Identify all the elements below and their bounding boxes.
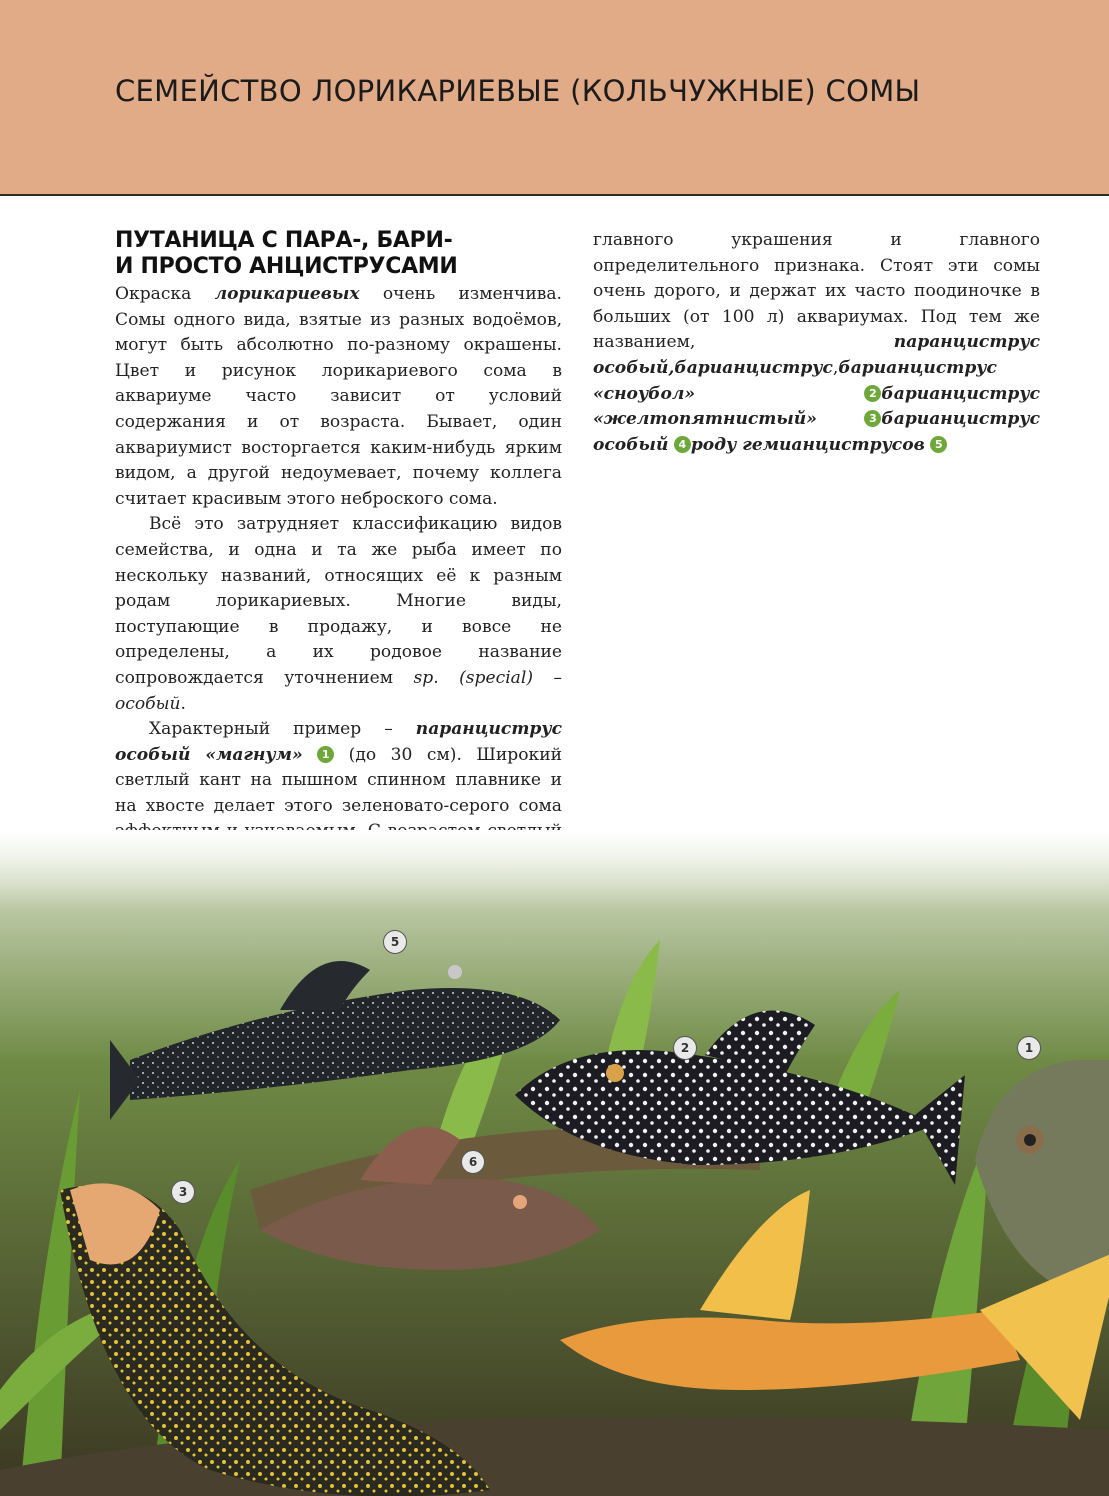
text-run: ,: [832, 357, 839, 378]
text-run: главного украшения и главного определительного признака. Стоят эти сомы очень дорого, и держат их часто поодиночке в больших (от 100 л) аквариумах. Под тем же названием,: [593, 230, 1040, 353]
text-run: Всё это затрудняет классификацию видов семейства, и одна и та же рыба имеет по нескольку названий, относящих её к разным родам лорикариевых. Многие виды, поступающие в продажу, и вовсе не определены, а их родовое название сопровождается уточнением: [115, 514, 562, 688]
text-run: .: [180, 693, 186, 714]
section-heading: [115, 228, 562, 280]
marker-2: 2: [864, 385, 881, 402]
text-column-right: [593, 228, 1040, 458]
term-hemiancistrus: роду гемианциструсов: [690, 434, 925, 455]
marker-5: 5: [930, 436, 947, 453]
page-title: СЕМЕЙСТВО ЛОРИКАРИЕВЫЕ (КОЛЬЧУЖНЫЕ) СОМЫ: [115, 74, 921, 108]
illustration-label-2: 2: [673, 1036, 697, 1060]
term-yellow-spotted: барианциструс «желтопятнистый»: [593, 383, 1040, 430]
marker-4: 4: [674, 436, 691, 453]
term-loricariidae: лорикариевых: [214, 284, 360, 304]
term-baryancistrus-special: барианциструс особый: [593, 409, 1040, 455]
fish-scene: [0, 830, 1109, 1496]
text-run: очень изменчива. Сомы одного вида, взятые из разных водоёмов, могут быть абсолютно по-разному окрашены. Цвет и рисунок лорикариевого сома в аквариуме часто зависит от условий содержания и от возраста. Бывает, один аквариумист восторгается каким-нибудь ярким видом, а другой недоумевает, почему коллега считает красивым этого неброского сома.: [115, 284, 562, 509]
illustration-label-6: 6: [461, 1150, 485, 1174]
paragraph-1: [115, 282, 562, 512]
text-run: Характерный пример –: [149, 719, 416, 740]
text-run: Окраска: [115, 284, 215, 304]
term-parancistrus: паранциструс особый,: [593, 332, 1040, 378]
illustration-label-5: 5: [383, 930, 407, 954]
term-magnum: паранциструс особый «магнум»: [115, 719, 562, 765]
section-heading-line1: ПУТАНИЦА С ПАРА-, БАРИ-: [115, 228, 453, 253]
text-column-left: [115, 228, 562, 871]
text-run: (до 30 см). Широкий светлый кант на пышном спинном плавнике и на хвосте делает этого зеленовато-серого сома: [115, 744, 563, 816]
paragraph-2: [115, 512, 562, 717]
term-baryancistrus: барианциструс: [674, 357, 833, 378]
paragraph-3-continued: [593, 228, 1040, 458]
term-special: sp. (special) – особый: [115, 667, 562, 714]
marker-3: 3: [864, 410, 881, 427]
marker-1: 1: [317, 746, 334, 763]
section-heading-line2: И ПРОСТО АНЦИСТРУСАМИ: [115, 254, 458, 279]
page-header: [0, 0, 1109, 196]
aquarium-illustration: [0, 830, 1109, 1496]
illustration-label-1: 1: [1017, 1036, 1041, 1060]
term-snowball: барианциструс «сноубол»: [593, 357, 997, 404]
illustration-label-3: 3: [171, 1180, 195, 1204]
